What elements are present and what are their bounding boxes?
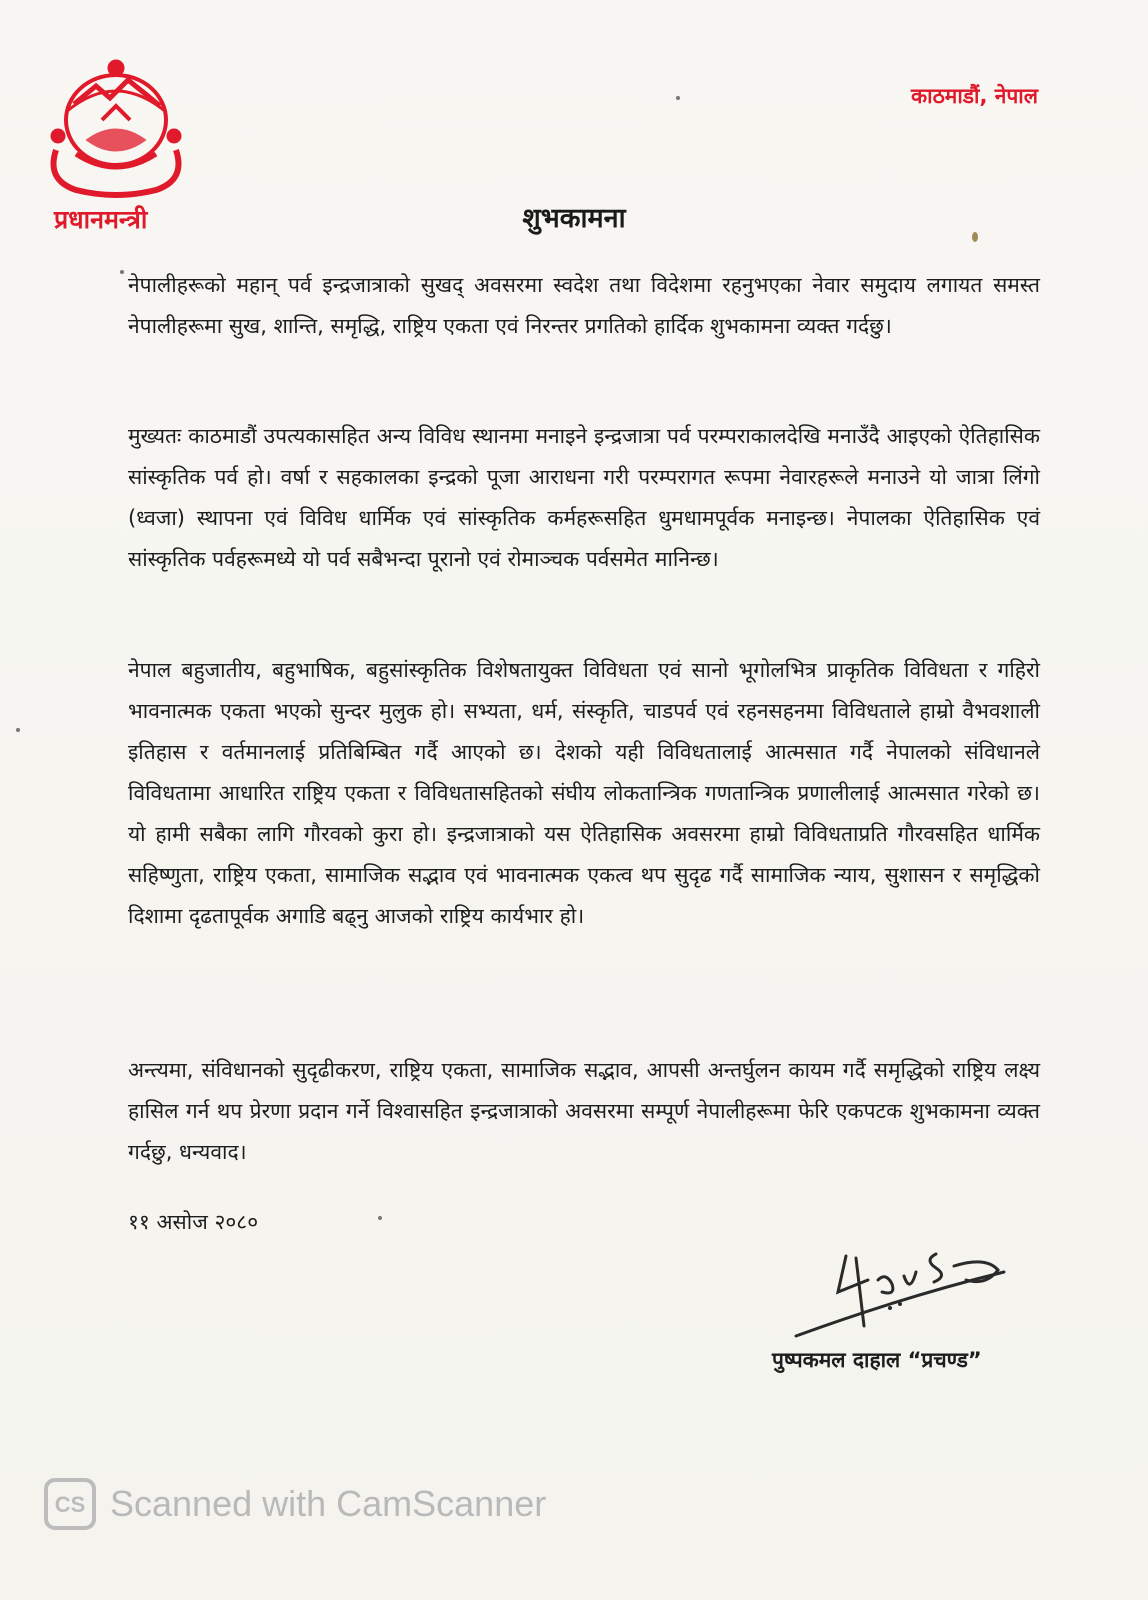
scan-speck xyxy=(676,96,680,100)
place-label: काठमाडौं, नेपाल xyxy=(911,84,1038,108)
scan-speck xyxy=(972,232,978,242)
office-name: प्रधानमन्त्री xyxy=(54,205,148,234)
signature-icon xyxy=(786,1236,1016,1346)
watermark-text: Scanned with CamScanner xyxy=(110,1483,547,1524)
scan-speck xyxy=(378,1216,382,1220)
scan-speck xyxy=(16,728,20,732)
scanner-watermark xyxy=(44,1478,546,1530)
letter-paragraph: नेपालीहरूको महान् पर्व इन्द्रजात्राको सुखद् अवसरमा स्वदेश तथा विदेशमा रहनुभएका नेवार समुदाय लगायत समस्त नेपालीहरूमा सुख, शान्ति, समृद्धि, राष्ट्रिय एकता एवं निरन्तर प्रगतिको हार्दिक शुभकामना व्यक्त गर्दछु। xyxy=(128,273,1040,338)
letter-paragraph: मुख्यतः काठमाडौं उपत्यकासहित अन्य विविध स्थानमा मनाइने इन्द्रजात्रा पर्व परम्पराकालदेखि मनाउँदै आइएको ऐतिहासिक सांस्कृतिक पर्व हो। वर्षा र सहकालका इन्द्रको पूजा आराधना गरी परम्परागत रूपमा नेवारहरूले मनाउने यो जात्रा लिंगो (ध्वजा) स्थापना एवं विविध धार्मिक एवं सांस्कृतिक कर्महरूसहित धुमधामपूर्वक मनाइन्छ। नेपालका ऐतिहासिक एवं सांस्कृतिक पर्वहरूमध्ये यो पर्व सबैभन्दा पूरानो एवं रोमाञ्चक पर्वसमेत मानिन्छ। xyxy=(128,424,1040,571)
camscanner-logo-icon xyxy=(44,1478,96,1530)
letter-paragraph: अन्त्यमा, संविधानको सुदृढीकरण, राष्ट्रिय एकता, सामाजिक सद्भाव, आपसी अन्तर्घुलन कायम गर्दै समृद्धिको राष्ट्रिय लक्ष्य हासिल गर्न थप प्रेरणा प्रदान गर्ने विश्वासहित इन्द्रजात्राको अवसरमा सम्पूर्ण नेपालीहरूमा फेरि एकपटक शुभकामना व्यक्त गर्दछु, धन्यवाद। xyxy=(128,1058,1040,1164)
letter-paragraph: नेपाल बहुजातीय, बहुभाषिक, बहुसांस्कृतिक विशेषतायुक्त विविधता एवं सानो भूगोलभित्र प्राकृतिक विविधता र गहिरो भावनात्मक एकता भएको सुन्दर मुलुक हो। सभ्यता, धर्म, संस्कृति, चाडपर्व एवं रहनसहनमा विविधताले हाम्रो वैभवशाली इतिहास र वर्तमानलाई प्रतिबिम्बित गर्दै आएको छ। देशको यही विविधतालाई आत्मसात गर्दै नेपालको संविधानले विविधतामा आधारित राष्ट्रिय एकता र विविधतासहितको संघीय लोकतान्त्रिक गणतान्त्रिक प्रणालीलाई आत्मसात गरेको छ। यो हामी सबैका लागि गौरवको कुरा हो। इन्द्रजात्राको यस ऐतिहासिक अवसरमा हाम्रो विविधताप्रति गौरवसहित धार्मिक सहिष्णुता, राष्ट्रिय एकता, सामाजिक सद्भाव एवं भावनात्मक एकत्व थप सुदृढ गर्दै सामाजिक न्याय, सुशासन र समृद्धिको दिशामा दृढतापूर्वक अगाडि बढ्नु आजको राष्ट्रिय कार्यभार हो। xyxy=(128,658,1040,928)
camscanner-logo-text: CS xyxy=(54,1492,86,1517)
nepal-emblem-icon xyxy=(36,50,196,200)
letter-date: ११ असोज २०८० xyxy=(128,1210,259,1234)
signer-name: पुष्पकमल दाहाल “प्रचण्ड” xyxy=(772,1348,982,1372)
letter-title: शुभकामना xyxy=(522,203,626,234)
scan-speck xyxy=(120,270,124,274)
